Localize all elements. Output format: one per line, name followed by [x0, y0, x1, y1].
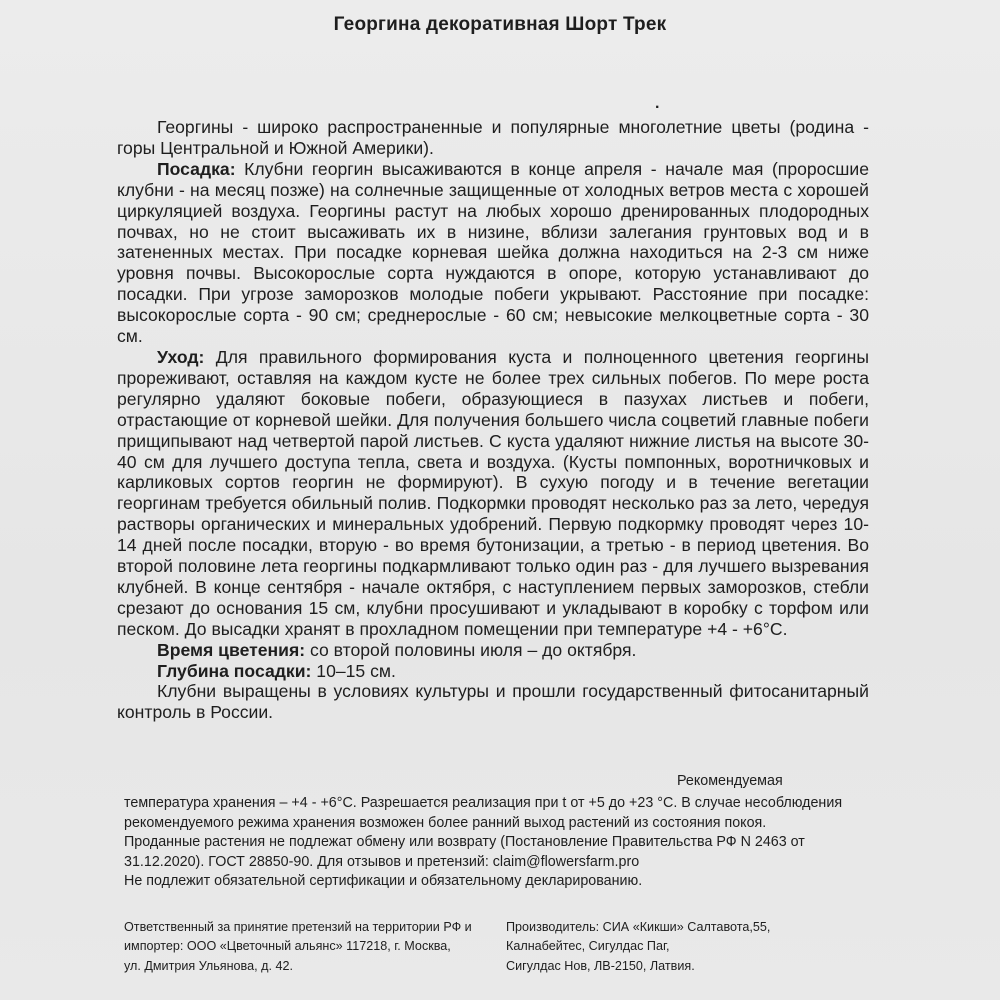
importer-line: Ответственный за принятие претензий на территории РФ и	[124, 920, 472, 934]
planting-text: Клубни георгин высаживаются в конце апреля - начале мая (проросшие клубни - на месяц позже) на солнечные защищенные от холодных ветров места с хорошей циркуляцией воздуха. Георгины растут на любых хорошо дренированных плодородных почвах, но не стоит высаживать их в низине, вблизи залегания грунтовых вод и в затененных местах. При посадке корневая шейка должна находиться на 2-3 см ниже уровня почвы. Высокорослые сорта нуждаются в опоре, которую устанавливают до посадки. При угрозе заморозков молодые побеги укрывают. Расстояние при посадке: высокорослые сорта - 90 см; среднерослые - 60 см; невысокие мелкоцветные сорта - 30 см.	[117, 158, 869, 347]
storage-block	[124, 794, 882, 892]
care-label: Уход:	[157, 346, 205, 367]
importer-line: ул. Дмитрия Ульянова, д. 42.	[124, 958, 293, 973]
main-text	[117, 117, 869, 723]
producer-line: Сигулдас Нов, ЛВ-2150, Латвия.	[506, 958, 695, 973]
planting-paragraph	[117, 159, 869, 347]
recommended-label: Рекомендуемая	[677, 773, 783, 789]
depth-label: Глубина посадки:	[157, 660, 312, 681]
care-text: Для правильного формирования куста и полноценного цветения георгины прореживают, оставляя на каждом кусте не более трех сильных побегов. По мере роста регулярно удаляют боковые побеги, образующиеся в пазухах листьев и побеги, отрастающие от корневой шейки. Для получения большего числа соцветий главные побеги прищипывают над четвертой парой листьев. С куста удаляют нижние листья на высоте 30-40 см для лучшего доступа тепла, света и воздуха. (Кусты помпонных, воротничковых и карликовых сортов георгин не формируют). В сухую погоду и в течение вегетации георгинам требуется обильный полив. Подкормки проводят несколько раз за лето, чередуя растворы органических и минеральных удобрений. Первую подкормку проводят через 10-14 дней после посадки, вторую - во время бутонизации, а третью - в период цветения. Во второй половине лета георгины подкармливают только один раз - для лучшего вызревания клубней. В конце сентября - начале октября, с наступлением первых заморозков, стебли срезают до основания 15 см, клубни просушивают и укладывают в коробку с торфом или песком. До высадки хранят в прохладном помещении при температуре +4 - +6°С.	[117, 346, 869, 639]
bloom-text: со второй половины июля – до октября.	[305, 639, 637, 660]
importer-block	[124, 918, 494, 976]
page-title: Георгина декоративная Шорт Трек	[333, 14, 667, 35]
storage-text: температура хранения – +4 - +6°С. Разрешается реализация при t от +5 до +23 °С. В случае несоблюдения рекомендуемого режима хранения возможен более ранний выход растений из состояния покоя.	[124, 795, 843, 831]
intro-paragraph: Георгины - широко распространенные и популярные многолетние цветы (родина - горы Центральной и Южной Америки).	[117, 117, 869, 158]
importer-line: импортер: ООО «Цветочный альянс» 117218, г. Москва,	[124, 939, 451, 954]
producer-line: Калнабейтес, Сигулдас Паг,	[506, 939, 670, 954]
certification-text: Не подлежит обязательной сертификации и обязательному декларированию.	[124, 873, 643, 889]
bloom-paragraph	[117, 640, 869, 661]
producer-block	[506, 918, 806, 976]
bloom-label: Время цветения:	[157, 639, 306, 660]
phyto-paragraph: Клубни выращены в условиях культуры и прошли государственный фитосанитарный контроль в России.	[117, 681, 869, 723]
exchange-text: Проданные растения не подлежат обмену или возврату (Постановление Правительства РФ N 2463 от 31.12.2020). ГОСТ 28850-90. Для отзывов и претензий: claim@flowersfarm.pro	[124, 834, 805, 870]
stray-dot: .	[655, 95, 660, 112]
depth-text: 10–15 см.	[311, 660, 396, 681]
care-paragraph	[117, 347, 869, 640]
producer-line: Производитель: СИА «Кикши» Салтавота,55,	[506, 920, 771, 934]
depth-paragraph	[117, 661, 869, 682]
planting-label: Посадка:	[157, 158, 236, 179]
